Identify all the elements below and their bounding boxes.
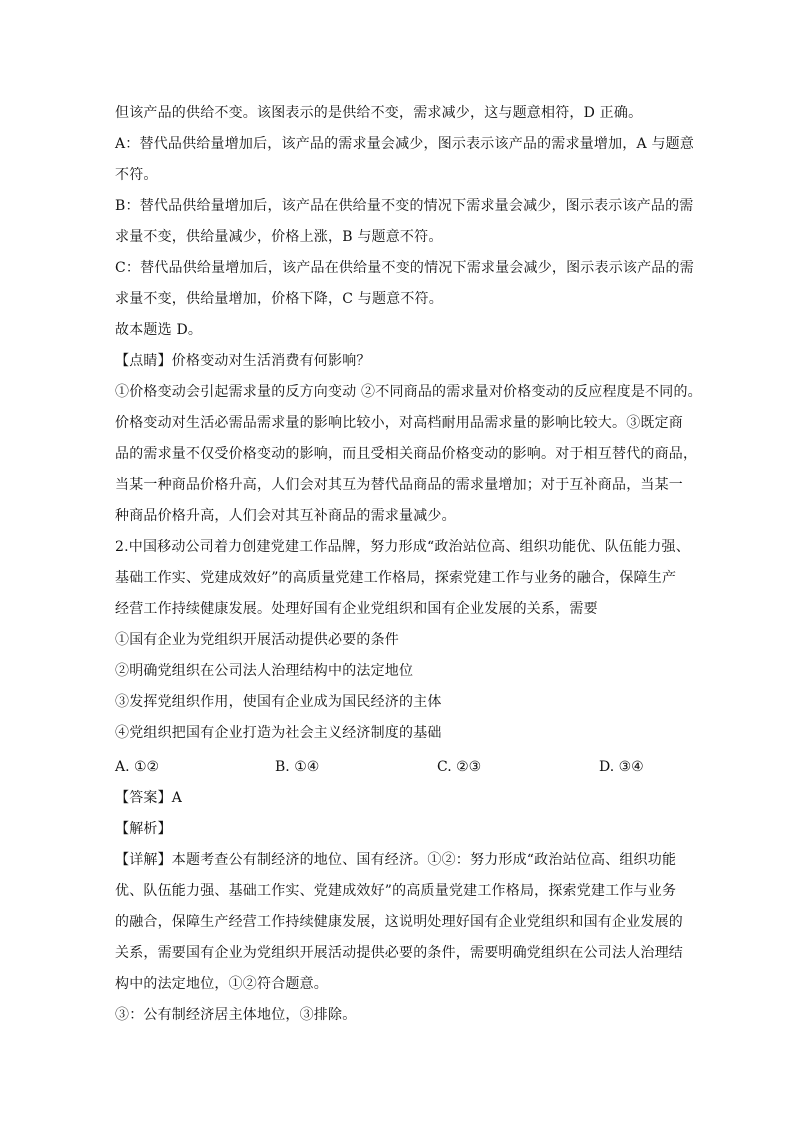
detail-line: 【详解】本题考查公有制经济的地位、国有经济。①②：努力形成“政治站位高、组织功能 xyxy=(115,852,677,868)
text-line: A：替代品供给量增加后，该产品的需求量会减少，图示表示该产品的需求量增加，A 与题意 xyxy=(115,136,695,152)
analysis-label: 【解析】 xyxy=(115,821,172,837)
text-line: 当某一种商品价格升高，人们会对其互为替代品商品的需求量增加；对于互补商品，当某一 xyxy=(115,477,683,493)
question-text: 经营工作持续健康发展。处理好国有企业党组织和国有企业发展的关系，需要 xyxy=(115,601,598,617)
option-a: A. ①② xyxy=(115,759,160,775)
text-line: B：替代品供给量增加后，该产品在供给量不变的情况下需求量会减少，图示表示该产品的需 xyxy=(115,198,694,214)
text-line: 不符。 xyxy=(115,167,158,183)
text-line: 求量不变，供给量减少，价格上涨，B 与题意不符。 xyxy=(115,229,443,245)
question-text: 2.中国移动公司着力创建党建工作品牌，努力形成“政治站位高、组织功能优、队伍能力强、 xyxy=(115,539,690,555)
statement-3: ③发挥党组织作用，使国有企业成为国民经济的主体 xyxy=(115,694,442,710)
text-line: 求量不变，供给量增加，价格下降，C 与题意不符。 xyxy=(115,291,443,307)
detail-line: 的融合，保障生产经营工作持续健康发展，这说明处理好国有企业党组织和国有企业发展的 xyxy=(115,914,683,930)
statement-2: ②明确党组织在公司法人治理结构中的法定地位 xyxy=(115,663,414,679)
answer-label: 【答案】A xyxy=(115,790,183,806)
text-line: 价格变动对生活必需品需求量的影响比较小，对高档耐用品需求量的影响比较大。③既定商 xyxy=(115,415,683,431)
text-line: C：替代品供给量增加后，该产品在供给量不变的情况下需求量会减少，图示表示该产品的需 xyxy=(115,260,694,276)
detail-line: 优、队伍能力强、基础工作实、党建成效好”的高质量党建工作格局，探索党建工作与业务 xyxy=(115,883,677,899)
tip-heading: 【点睛】价格变动对生活消费有何影响？ xyxy=(115,353,371,369)
option-b: B. ①④ xyxy=(275,759,320,775)
question-text: 基础工作实、党建成效好”的高质量党建工作格局，探索党建工作与业务的融合，保障生产 xyxy=(115,570,677,586)
text-line: ①价格变动会引起需求量的反方向变动 ②不同商品的需求量对价格变动的反应程度是不同的。 xyxy=(115,384,702,400)
text-line: 种商品价格升高，人们会对其互补商品的需求量减少。 xyxy=(115,508,456,524)
statement-1: ①国有企业为党组织开展活动提供必要的条件 xyxy=(115,632,399,648)
detail-line: 构中的法定地位，①②符合题意。 xyxy=(115,976,328,992)
statement-4: ④党组织把国有企业打造为社会主义经济制度的基础 xyxy=(115,725,442,741)
option-d: D. ③④ xyxy=(599,759,644,775)
text-line: 但该产品的供给不变。该图表示的是供给不变，需求减少，这与题意相符，D 正确。 xyxy=(115,105,643,121)
detail-line: 关系，需要国有企业为党组织开展活动提供必要的条件，需要明确党组织在公司法人治理结 xyxy=(115,945,683,961)
detail-line: ③：公有制经济居主体地位，③排除。 xyxy=(115,1007,357,1023)
option-c: C. ②③ xyxy=(437,759,482,775)
text-line: 品的需求量不仅受价格变动的影响，而且受相关商品价格变动的影响。对于相互替代的商品， xyxy=(115,446,698,462)
text-line: 故本题选 D。 xyxy=(115,322,203,338)
